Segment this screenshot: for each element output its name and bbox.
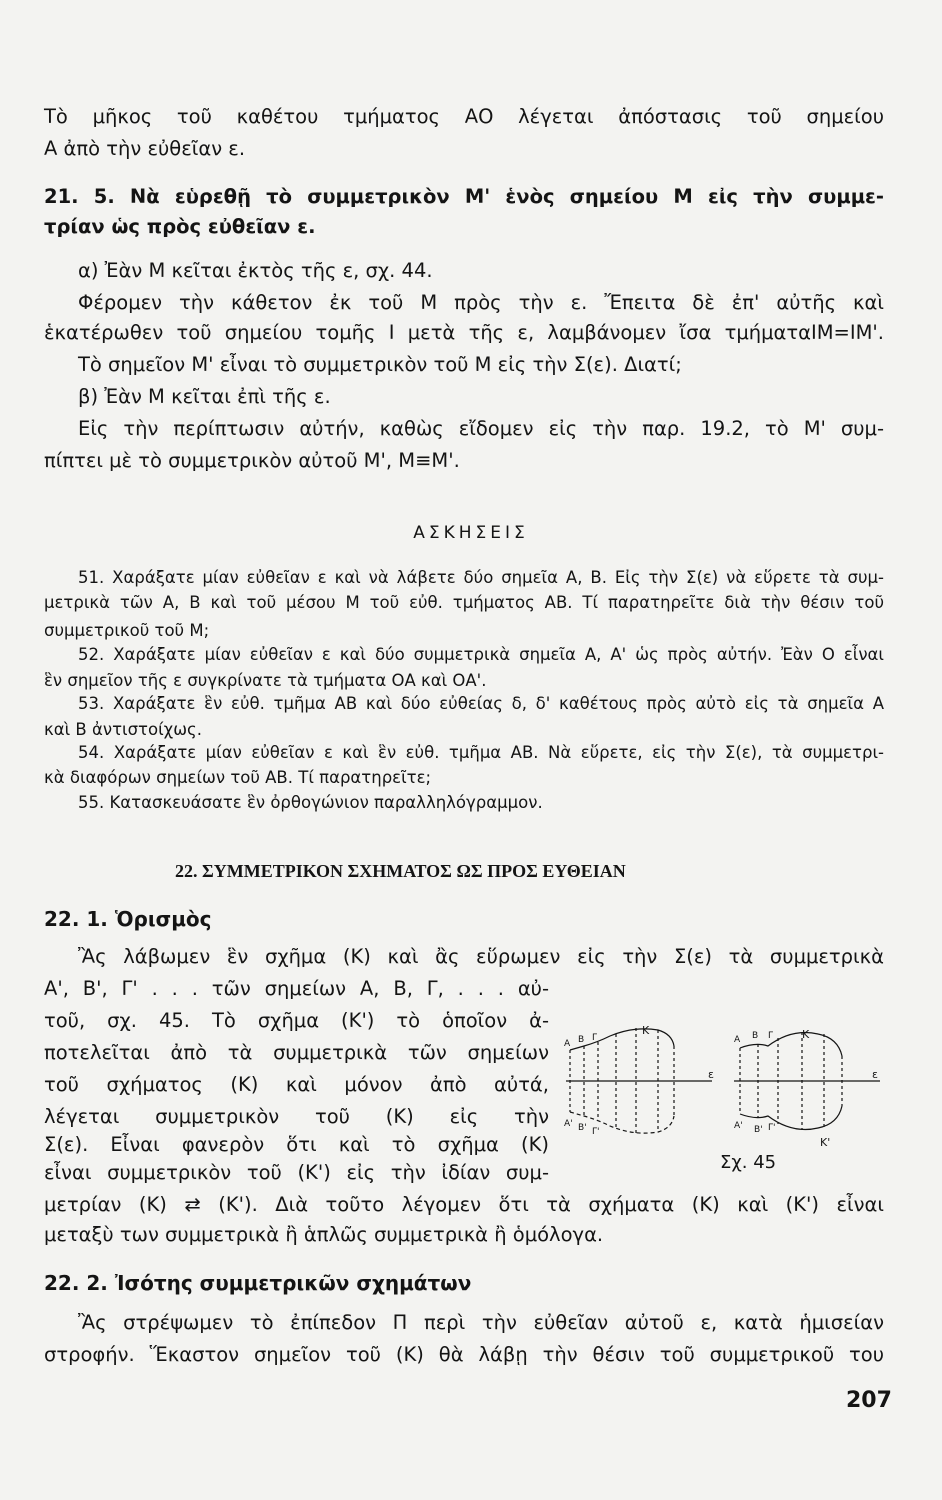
- figure-caption: Σχ. 45: [720, 1152, 777, 1173]
- label-k-left: Κ: [642, 1026, 650, 1037]
- text-line: τοῦ, σχ. 45. Τὸ σχῆμα (Κ') τὸ ὁποῖον ἀ-: [44, 1009, 549, 1032]
- exercise-line: 52. Χαράξατε μίαν εὐθεῖαν ε καὶ δύο συμμετρικὰ σημεῖα Α, Α' ὡς πρὸς αὐτήν. Ἐὰν Ο εἶναι: [78, 645, 884, 664]
- exercise-line: συμμετρικοῦ τοῦ Μ;: [44, 621, 210, 640]
- text-line: Ἂς στρέψωμεν τὸ ἐπίπεδον Π περὶ τὴν εὐθεῖαν αὐτοῦ ε, κατὰ ἡμισείαν: [78, 1311, 884, 1334]
- text-line: Α', Β', Γ' . . . τῶν σημείων Α, Β, Γ, . . . αὐ-: [44, 977, 549, 1000]
- text-line: μεταξὺ των συμμετρικὰ ἢ ἁπλῶς συμμετρικὰ ἢ ὁμόλογα.: [44, 1223, 604, 1246]
- label-b-right: Β: [752, 1031, 759, 1041]
- text-line: λέγεται συμμετρικὸν τοῦ (Κ) εἰς τὴν: [44, 1105, 549, 1128]
- section-heading: 21. 5. Νὰ εὑρεθῇ τὸ συμμετρικὸν Μ' ἑνὸς σημείου Μ εἰς τὴν συμμε-: [44, 185, 884, 208]
- label-a2-left: Α': [564, 1119, 573, 1129]
- exercise-line: ἓν σημεῖον τῆς ε συγκρίνατε τὰ τμήματα ΟΑ καὶ ΟΑ'.: [44, 671, 487, 690]
- label-g-right: Γ: [768, 1031, 774, 1041]
- label-e-right: ε: [872, 1068, 878, 1081]
- page-number: 207: [846, 1388, 892, 1413]
- text-line: Φέρομεν τὴν κάθετον ἐκ τοῦ Μ πρὸς τὴν ε. Ἔπειτα δὲ ἐπ' αὐτῆς καὶ: [78, 291, 884, 314]
- section-heading: τρίαν ὡς πρὸς εὐθεῖαν ε.: [44, 215, 316, 238]
- text-line: Τὸ σημεῖον Μ' εἶναι τὸ συμμετρικὸν τοῦ Μ εἰς τὴν Σ(ε). Διατί;: [78, 353, 682, 376]
- label-a-right: Α: [734, 1035, 741, 1045]
- subsection-heading: 22. 2. Ἰσότης συμμετρικῶν σχημάτων: [44, 1271, 472, 1295]
- exercise-line: 54. Χαράξατε μίαν εὐθεῖαν ε καὶ ἓν εὐθ. τμῆμα ΑΒ. Νὰ εὕρετε, εἰς τὴν Σ(ε), τὰ συμμετρι-: [78, 743, 884, 762]
- subsection-heading: 22. 1. Ὁρισμὸς: [44, 907, 212, 931]
- chapter-heading: 22. ΣΥΜΜΕΤΡΙΚΟΝ ΣΧΗΜΑΤΟΣ ΩΣ ΠΡΟΣ ΕΥΘΕΙΑΝ: [175, 861, 626, 881]
- label-b2-right: Β': [754, 1125, 763, 1135]
- label-g2-right: Γ': [768, 1123, 776, 1133]
- label-k-right: Κ: [802, 1028, 810, 1041]
- text-line: Α ἀπὸ τὴν εὐθεῖαν ε.: [44, 137, 246, 160]
- label-a-left: Α: [564, 1039, 571, 1049]
- text-line: πίπτει μὲ τὸ συμμετρικὸν αὐτοῦ Μ', Μ≡Μ'.: [44, 449, 460, 472]
- exercise-line: κὰ διαφόρων σημείων τοῦ ΑΒ. Τί παρατηρεῖτε;: [44, 768, 432, 787]
- text-line: Τὸ μῆκος τοῦ καθέτου τμήματος ΑΟ λέγεται ἀπόστασις τοῦ σημείου: [44, 105, 884, 128]
- text-line: τοῦ σχήματος (Κ) καὶ μόνον ἀπὸ αὐτά,: [44, 1073, 549, 1096]
- label-a2-right: Α': [734, 1121, 743, 1131]
- exercise-line: 53. Χαράξατε ἓν εὐθ. τμῆμα ΑΒ καὶ δύο εὐθείας δ, δ' καθέτους πρὸς αὐτὸ εἰς τὰ σημεῖα Α: [78, 694, 884, 713]
- label-g2-left: Γ': [592, 1127, 600, 1137]
- text-line: μετρίαν (Κ) ⇄ (Κ'). Διὰ τοῦτο λέγομεν ὅτι τὰ σχήματα (Κ) καὶ (Κ') εἶναι: [44, 1193, 884, 1216]
- text-line: Ἂς λάβωμεν ἓν σχῆμα (Κ) καὶ ἂς εὕρωμεν εἰς τὴν Σ(ε) τὰ συμμετρικὰ: [78, 945, 884, 968]
- text-line: εἶναι συμμετρικὸν τοῦ (Κ') εἰς τὴν ἰδίαν συμ-: [44, 1161, 549, 1184]
- case-heading: α) Ἐὰν Μ κεῖται ἐκτὸς τῆς ε, σχ. 44.: [78, 259, 433, 282]
- label-g-left: Γ: [592, 1033, 598, 1043]
- label-b2-left: Β': [578, 1123, 587, 1133]
- label-b-left: Β: [578, 1035, 585, 1045]
- text-line: ποτελεῖται ἀπὸ τὰ συμμετρικὰ τῶν σημείων: [44, 1041, 549, 1064]
- exercise-line: 55. Κατασκευάσατε ἓν ὀρθογώνιον παραλληλόγραμμον.: [78, 793, 543, 812]
- exercise-line: 51. Χαράξατε μίαν εὐθεῖαν ε καὶ νὰ λάβετε δύο σημεῖα Α, Β. Εἰς τὴν Σ(ε) νὰ εὕρετε τὰ συμ-: [78, 568, 884, 587]
- text-line: ἑκατέρωθεν τοῦ σημείου τομῆς Ι μετὰ τῆς ε, λαμβάνομεν ἴσα τμήματαΙΜ=ΙΜ'.: [44, 321, 884, 344]
- exercises-heading: ΑΣΚΗΣΕΙΣ: [413, 523, 529, 543]
- exercise-line: μετρικὰ τῶν Α, Β καὶ τοῦ μέσου Μ τοῦ εὐθ. τμήματος ΑΒ. Τί παρατηρεῖτε διὰ τὴν θέσιν τοῦ: [44, 593, 884, 612]
- label-e-left: ε: [708, 1068, 714, 1081]
- exercise-line: καὶ Β ἀντιστοίχως.: [44, 720, 202, 739]
- case-heading: β) Ἐὰν Μ κεῖται ἐπὶ τῆς ε.: [78, 385, 331, 408]
- text-line: Εἰς τὴν περίπτωσιν αὐτήν, καθὼς εἴδομεν εἰς τὴν παρ. 19.2, τὸ Μ' συμ-: [78, 417, 884, 440]
- label-k2-right: Κ': [820, 1136, 831, 1149]
- text-line: Σ(ε). Εἶναι φανερὸν ὅτι καὶ τὸ σχῆμα (Κ): [44, 1133, 549, 1156]
- text-line: στροφήν. Ἕκαστον σημεῖον τοῦ (Κ) θὰ λάβῃ τὴν θέσιν τοῦ συμμετρικοῦ του: [44, 1343, 884, 1366]
